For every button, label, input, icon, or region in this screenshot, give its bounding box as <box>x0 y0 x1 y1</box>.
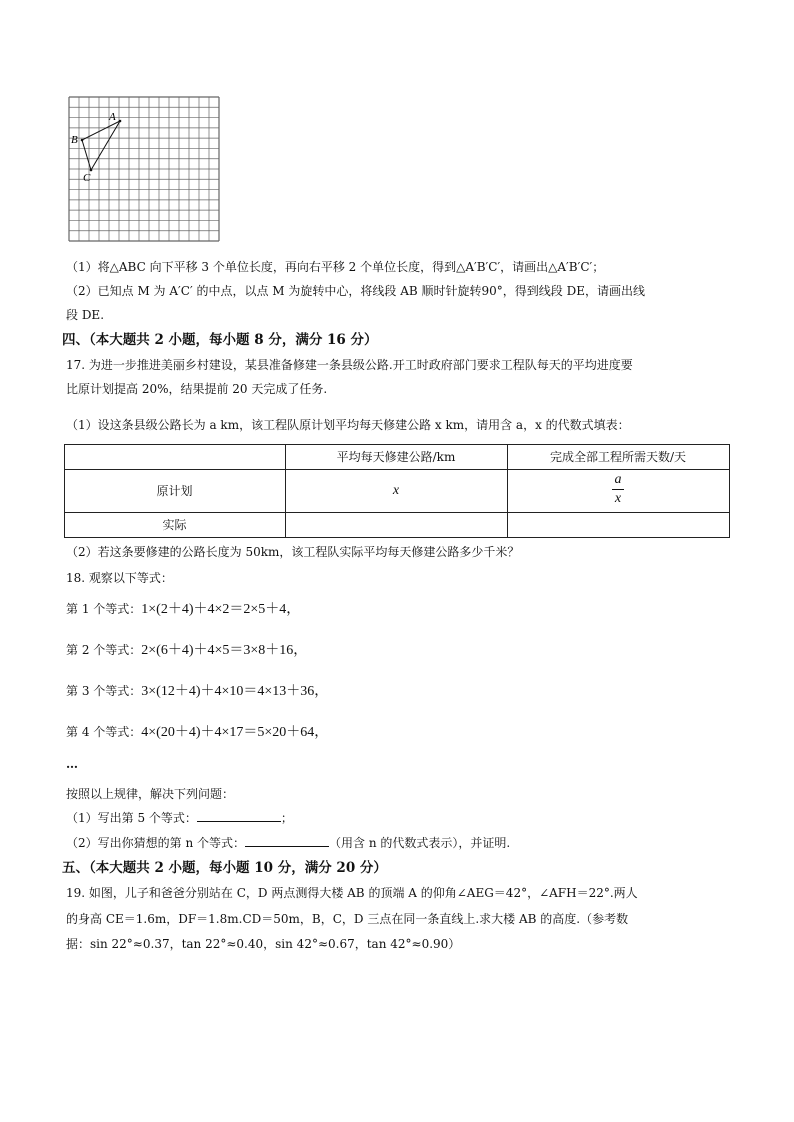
q19-line2: 的身高 CE＝1.6m，DF＝1.8m.CD＝50m，B，C，D 三点在同一条直线上.求大楼 AB 的高度.（参考数 <box>66 912 629 926</box>
point-b <box>81 139 84 142</box>
q16-part2-line2: 段 DE. <box>66 308 105 322</box>
point-a <box>119 120 122 123</box>
q19-line1: 19. 如图，儿子和爸爸分别站在 C，D 两点测得大楼 AB 的顶端 A 的仰角∠AEG＝42°，∠AFH＝22°.两人 <box>66 886 638 900</box>
q17-line2: 比原计划提高 20%，结果提前 20 天完成了任务. <box>66 382 328 396</box>
q16-part2-line1: （2）已知点 M 为 A′C′ 的中点，以点 M 为旋转中心，将线段 AB 顺时针旋转90°，得到线段 DE，请画出线 <box>66 284 645 298</box>
q17-part2: （2）若这条要修建的公路长度为 50km，该工程队实际平均每天修建公路多少千米？ <box>66 545 520 559</box>
q17-line1: 17. 为进一步推进美丽乡村建设，某县准备修建一条县级公路.开工时政府部门要求工程队每天的平均进度要 <box>66 358 633 372</box>
q18-equation-2 <box>66 641 307 660</box>
fraction-bar <box>612 489 624 490</box>
equation-label: 第 1 个等式： <box>66 602 142 616</box>
equation-label: 第 2 个等式： <box>66 643 142 657</box>
q18-intro: 18. 观察以下等式： <box>66 571 173 585</box>
table-row-actual-label: 实际 <box>162 518 187 532</box>
q18-part2 <box>66 834 510 852</box>
label-a: A <box>109 111 116 123</box>
q18-equation-4 <box>66 723 328 742</box>
q18-part1-prefix: （1）写出第 5 个等式： <box>66 811 197 825</box>
label-c: C <box>83 172 91 184</box>
equation-label: 第 4 个等式： <box>66 725 142 739</box>
equation-expr: 1×(2＋4)＋4×2＝2×5＋4， <box>141 602 301 617</box>
equation-expr: 3×(12＋4)＋4×10＝4×13＋36， <box>141 684 329 699</box>
equation-expr: 4×(20＋4)＋4×17＝5×20＋64， <box>141 725 329 740</box>
point-c <box>90 169 93 172</box>
equation-label: 第 3 个等式： <box>66 684 142 698</box>
q17-part1: （1）设这条县级公路长为 a km，该工程队原计划平均每天修建公路 x km，请用含 a，x 的代数式填表： <box>66 418 630 432</box>
table-row-plan-daily: x <box>392 483 400 498</box>
label-b: B <box>71 134 78 146</box>
q18-equation-1 <box>66 600 300 619</box>
answer-blank-1[interactable] <box>197 809 281 822</box>
table-header-daily: 平均每天修建公路/km <box>336 450 456 464</box>
fraction-denominator: x <box>614 491 622 506</box>
q19-line3: 据：sin 22°≈0.37，tan 22°≈0.40，sin 42°≈0.67，tan 42°≈0.90） <box>66 937 461 951</box>
q16-part1: （1）将△ABC 向下平移 3 个单位长度，再向右平移 2 个单位长度，得到△A′B′C′，请画出△A′B′C′； <box>66 260 605 274</box>
q18-equation-3 <box>66 682 328 701</box>
q17-table <box>64 444 730 538</box>
triangle-abc <box>82 121 120 170</box>
answer-blank-2[interactable] <box>245 834 329 847</box>
q18-part1 <box>66 809 293 827</box>
equation-expr: 2×(6＋4)＋4×5＝3×8＋16， <box>141 643 308 658</box>
table-row-plan-days <box>507 472 729 507</box>
section5-heading: 五、（本大题共 2 小题，每小题 10 分，满分 20 分） <box>62 860 387 876</box>
table-header-days: 完成全部工程所需天数/天 <box>549 450 687 464</box>
q18-part1-suffix: ； <box>280 811 293 825</box>
table-row-plan-label: 原计划 <box>156 484 193 498</box>
q18-part2-suffix: （用含 n 的代数式表示），并证明. <box>329 836 511 850</box>
q18-part2-prefix: （2）写出你猜想的第 n 个等式： <box>66 836 245 850</box>
q18-rule-intro: 按照以上规律，解决下列问题： <box>66 787 235 801</box>
section4-heading: 四、（本大题共 2 小题，每小题 8 分，满分 16 分） <box>62 332 378 348</box>
fraction-numerator: a <box>614 472 622 487</box>
q18-ellipsis: … <box>66 757 78 771</box>
grid-figure <box>68 96 220 242</box>
